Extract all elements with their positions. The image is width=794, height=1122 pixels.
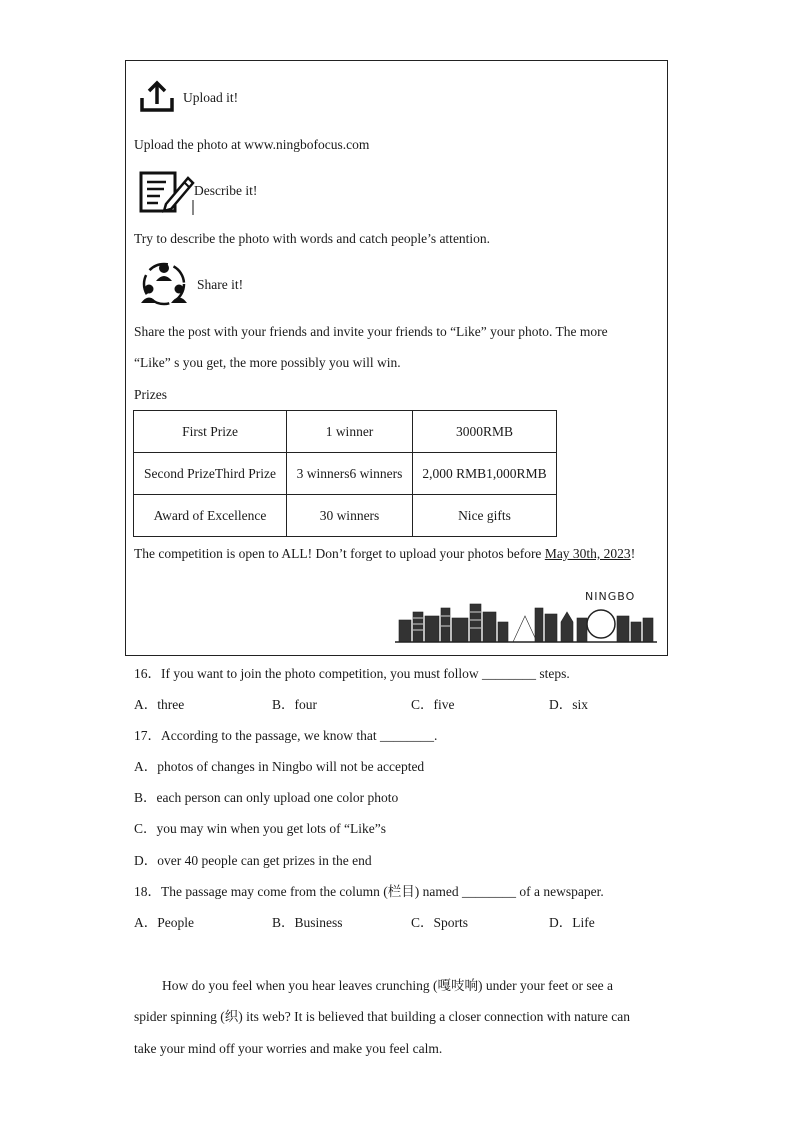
- table-row: [134, 411, 557, 453]
- step-upload-text: Upload the photo at www.ningbofocus.com: [134, 137, 370, 152]
- prize-name: Award of Excellence: [134, 495, 287, 537]
- step-share-text-line1: Share the post with your friends and invite your friends to “Like” your photo. The more: [134, 324, 608, 339]
- prizes-heading: Prizes: [134, 387, 167, 402]
- question-17-option-d[interactable]: D．over 40 people can get prizes in the end: [134, 853, 372, 868]
- passage-line: How do you feel when you hear leaves crunching (嘎吱响) under your feet or see a: [162, 978, 613, 993]
- question-17-option-b[interactable]: B．each person can only upload one color photo: [134, 790, 399, 805]
- prize-reward: Nice gifts: [413, 495, 557, 537]
- deadline-date: May 30th, 2023: [544, 546, 631, 561]
- closing-line: [134, 547, 635, 561]
- question-17-stem: 17．According to the passage, we know that ________.: [134, 728, 438, 743]
- upload-icon: [138, 78, 180, 116]
- prize-name: First Prize: [134, 411, 287, 453]
- closing-text: The competition is open to ALL! Don’t forget to upload your photos before: [134, 546, 545, 561]
- ningbo-skyline-image: [395, 582, 657, 644]
- step-share-title: Share it!: [197, 277, 244, 292]
- prize-winners: 30 winners: [287, 495, 413, 537]
- question-16-option-b[interactable]: B．four: [272, 697, 317, 712]
- prize-winners: 3 winners6 winners: [287, 453, 413, 495]
- question-18-option-d[interactable]: D．Life: [549, 915, 595, 930]
- step-describe-title: Describe it!: [194, 183, 258, 198]
- question-16-stem: 16．If you want to join the photo competition, you must follow ________ steps.: [134, 666, 570, 681]
- table-row: [134, 453, 557, 495]
- question-18-option-a[interactable]: A．People: [134, 915, 194, 930]
- step-upload-title: Upload it!: [183, 90, 239, 105]
- question-16-option-d[interactable]: D．six: [549, 697, 589, 712]
- question-17-option-a[interactable]: A．photos of changes in Ningbo will not be accepted: [134, 759, 425, 774]
- question-16-option-c[interactable]: C．five: [411, 697, 455, 712]
- prize-name: Second PrizeThird Prize: [134, 453, 287, 495]
- prizes-table: [133, 410, 557, 537]
- skyline-label: NINGBO: [585, 590, 636, 603]
- step-share-text-line2: “Like” s you get, the more possibly you will win.: [134, 355, 401, 370]
- passage-line: take your mind off your worries and make you feel calm.: [134, 1041, 443, 1056]
- question-18-option-c[interactable]: C．Sports: [411, 915, 469, 930]
- prize-reward: 2,000 RMB1,000RMB: [413, 453, 557, 495]
- closing-end: !: [630, 546, 636, 561]
- question-17-option-c[interactable]: C．you may win when you get lots of “Like”s: [134, 821, 386, 836]
- table-row: [134, 495, 557, 537]
- passage-line: spider spinning (织) its web? It is believed that building a closer connection with nature can: [134, 1009, 630, 1024]
- prize-winners: 1 winner: [287, 411, 413, 453]
- step-describe-text: Try to describe the photo with words and catch people’s attention.: [134, 231, 491, 246]
- edit-document-icon: [138, 170, 196, 216]
- question-18-option-b[interactable]: B．Business: [272, 915, 343, 930]
- question-18-stem: 18．The passage may come from the column (栏目) named ________ of a newspaper.: [134, 884, 604, 899]
- prize-reward: 3000RMB: [413, 411, 557, 453]
- question-16-option-a[interactable]: A．three: [134, 697, 185, 712]
- share-people-icon: [138, 259, 190, 307]
